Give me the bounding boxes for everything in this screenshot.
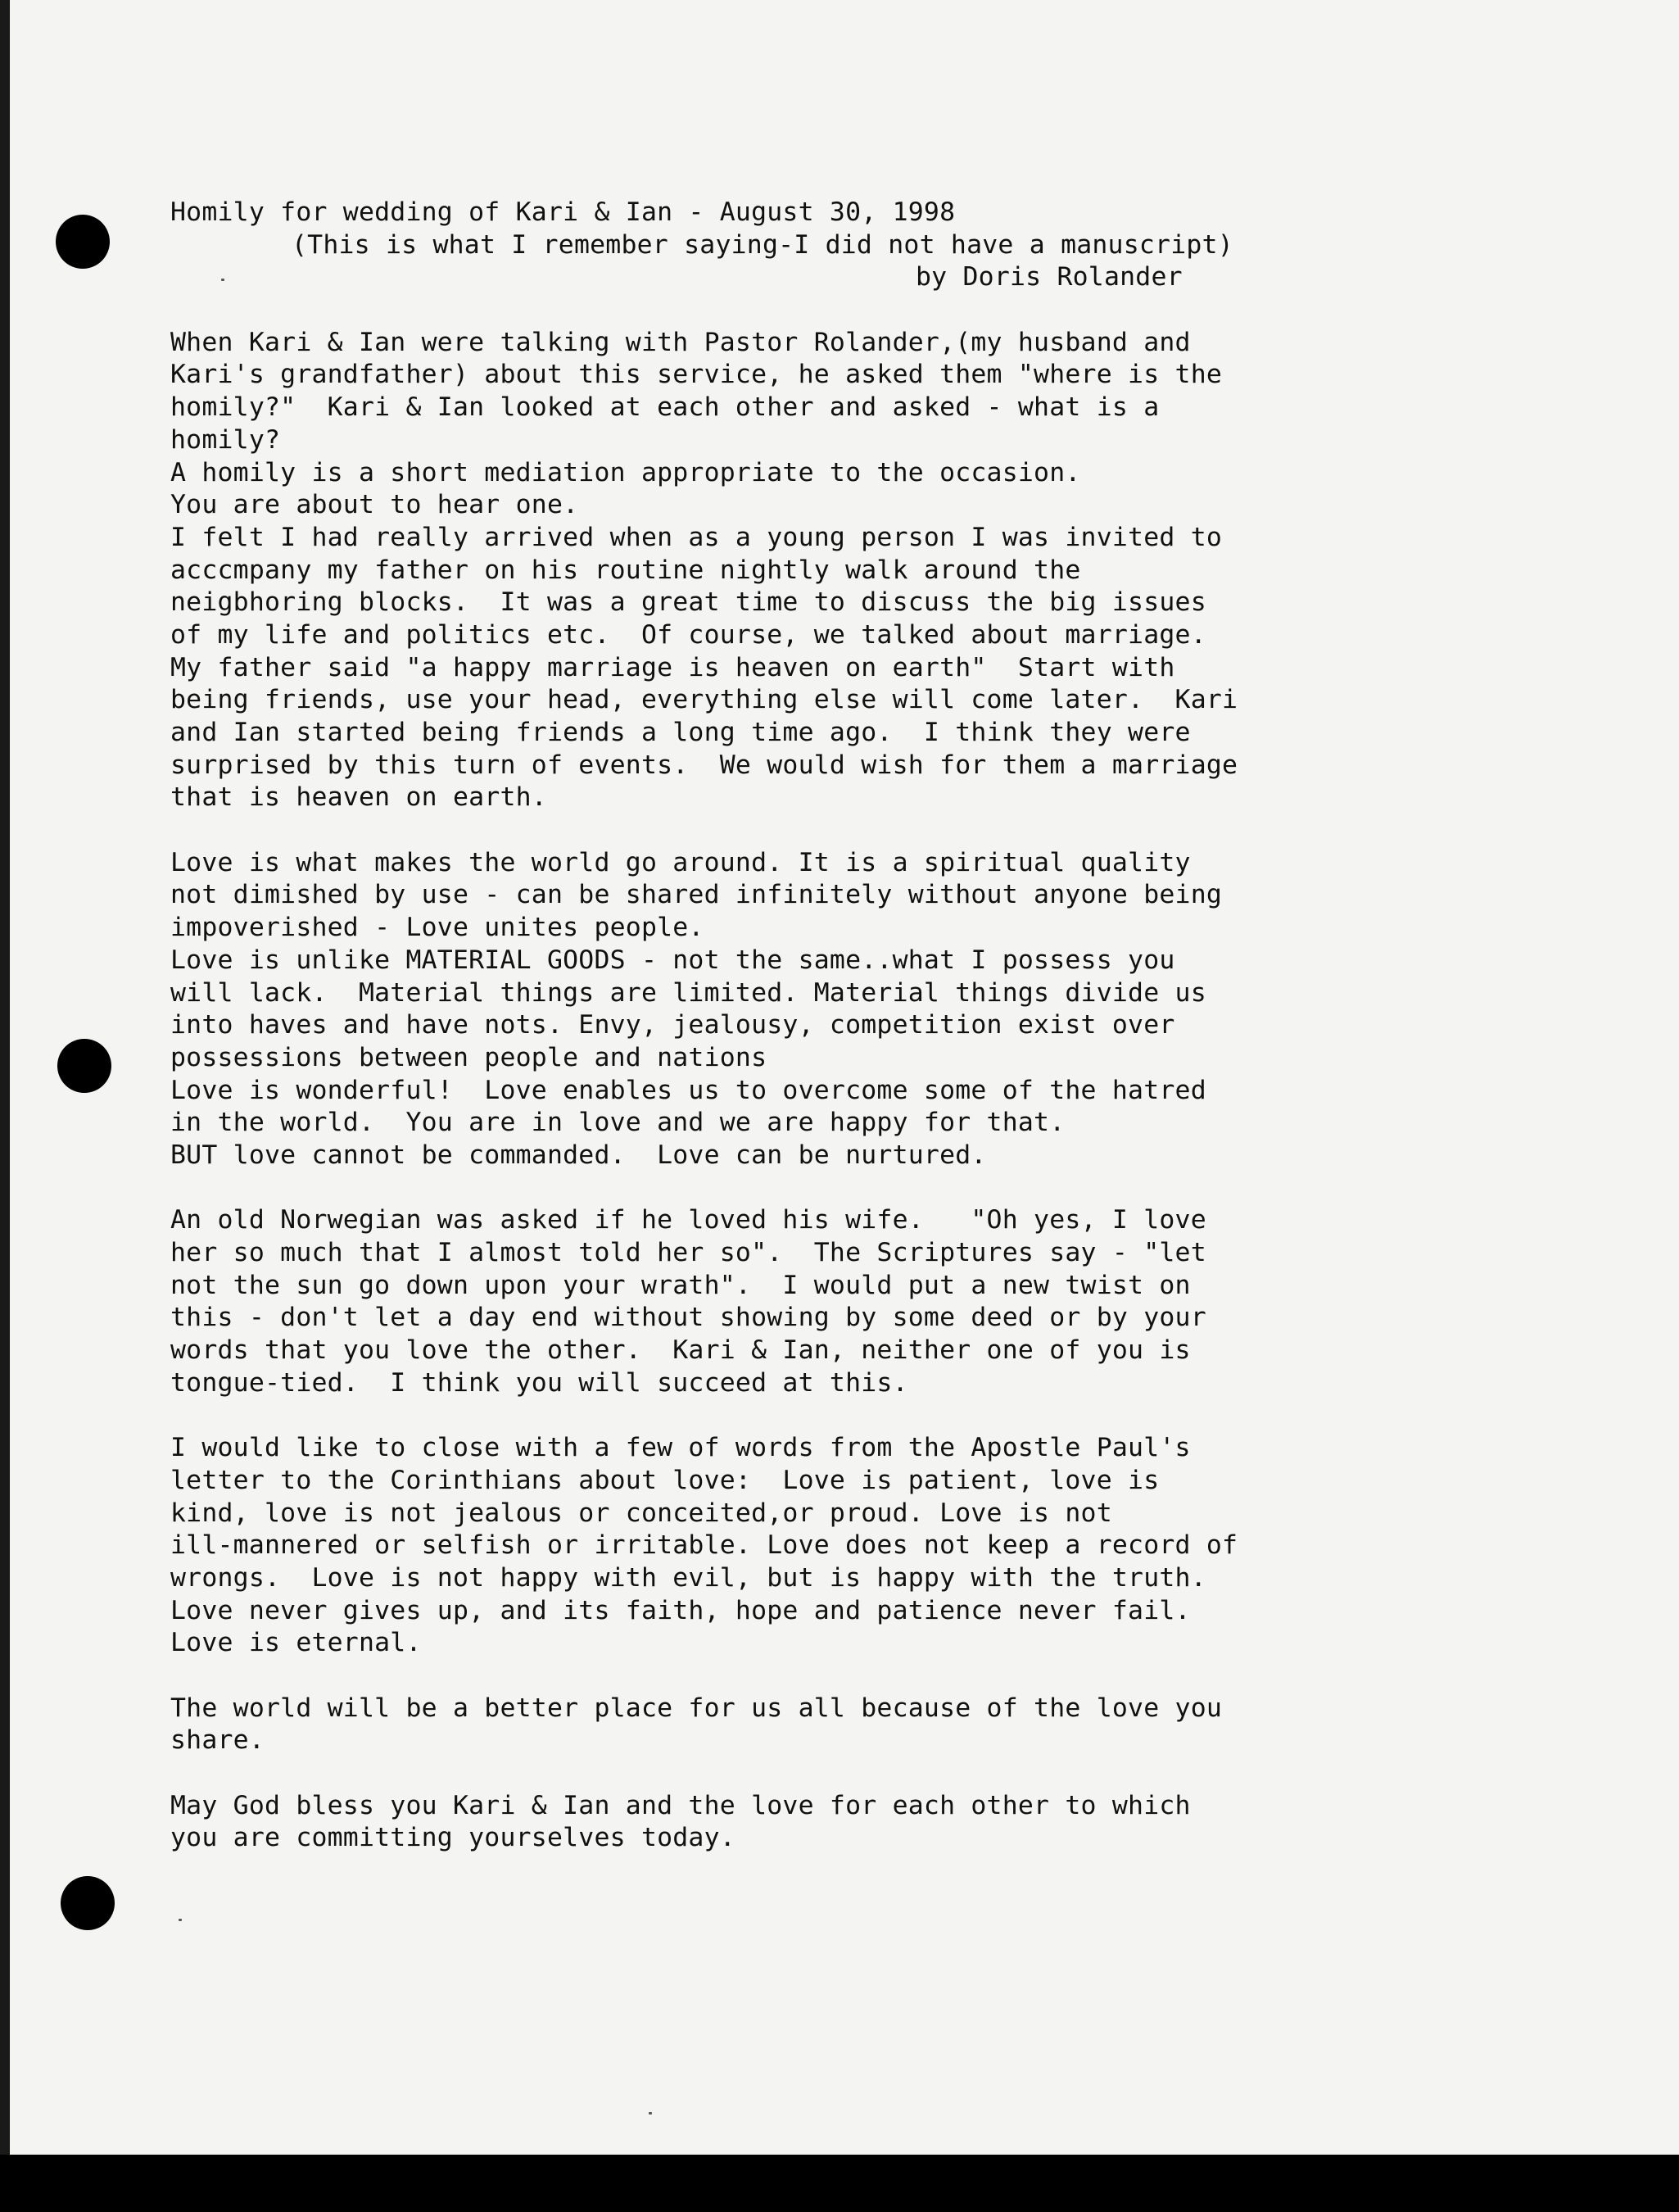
paragraph bbox=[170, 1790, 1514, 1855]
text-line: surprised by this turn of events. We would wish for them a marriage bbox=[170, 750, 1238, 780]
text-line: homily?" Kari & Ian looked at each other and asked - what is a bbox=[170, 392, 1160, 423]
paragraph bbox=[170, 1693, 1514, 1757]
text-line: words that you love the other. Kari & Ian, neither one of you is bbox=[170, 1335, 1191, 1366]
text-line: that is heaven on earth. bbox=[170, 782, 547, 813]
paragraph bbox=[170, 327, 1514, 814]
text-line: share. bbox=[170, 1725, 265, 1756]
text-line: BUT love cannot be commanded. Love can be nurtured. bbox=[170, 1140, 987, 1170]
text-line: impoverished - Love unites people. bbox=[170, 913, 704, 943]
text-line: Love is unlike MATERIAL GOODS - not the same..what I possess you bbox=[170, 945, 1175, 975]
text-line: An old Norwegian was asked if he loved his wife. "Oh yes, I love bbox=[170, 1205, 1206, 1235]
text-line: not the sun go down upon your wrath". I would put a new twist on bbox=[170, 1270, 1191, 1300]
scan-left-edge bbox=[0, 0, 10, 2155]
text-line: you are committing yourselves today. bbox=[170, 1823, 735, 1853]
text-line: and Ian started being friends a long time ago. I think they were bbox=[170, 718, 1191, 747]
scan-speck bbox=[649, 2112, 652, 2115]
scan-speck bbox=[179, 1919, 182, 1921]
text-line: not dimished by use - can be shared infinitely without anyone being bbox=[170, 880, 1223, 910]
text-line: Love never gives up, and its faith, hope and patience never fail. bbox=[170, 1595, 1191, 1625]
text-line: acccmpany my father on his routine nightly walk around the bbox=[170, 555, 1081, 585]
text-line: My father said "a happy marriage is heaven on earth" Start with bbox=[170, 652, 1175, 682]
text-line: possessions between people and nations bbox=[170, 1042, 767, 1072]
text-line: ill-mannered or selfish or irritable. Love does not keep a record of bbox=[170, 1530, 1238, 1561]
text-line: being friends, use your head, everything else will come later. Kari bbox=[170, 685, 1238, 715]
text-line: Kari's grandfather) about this service, he asked them "where is the bbox=[170, 360, 1223, 390]
homily-body bbox=[170, 327, 1514, 1855]
text-line: into haves and have nots. Envy, jealousy, competition exist over bbox=[170, 1010, 1175, 1040]
text-line: will lack. Material things are limited. Material things divide us bbox=[170, 977, 1206, 1008]
document-subtitle: (This is what I remember saying-I did not have a manuscript) bbox=[292, 229, 1233, 260]
text-line: Love is what makes the world go around. It is a spiritual quality bbox=[170, 847, 1191, 877]
text-line: A homily is a short mediation appropriate to the occasion. bbox=[170, 457, 1081, 487]
paragraph bbox=[170, 847, 1514, 1172]
text-line: When Kari & Ian were talking with Pastor Rolander,(my husband and bbox=[170, 327, 1191, 357]
text-line: Love is eternal. bbox=[170, 1628, 422, 1658]
punch-hole-top bbox=[56, 215, 110, 269]
text-line: The world will be a better place for us all because of the love you bbox=[170, 1693, 1223, 1723]
paragraph bbox=[170, 1204, 1514, 1399]
text-line: tongue-tied. I think you will succeed at this. bbox=[170, 1367, 908, 1398]
document-author: by Doris Rolander bbox=[916, 262, 1183, 292]
text-line: kind, love is not jealous or conceited,or proud. Love is not bbox=[170, 1498, 1112, 1528]
text-line: her so much that I almost told her so". The Scriptures say - "let bbox=[170, 1238, 1206, 1267]
text-line: this - don't let a day end without showing by some deed or by your bbox=[170, 1303, 1206, 1333]
scan-bottom-band bbox=[0, 2155, 1679, 2212]
text-line: I felt I had really arrived when as a young person I was invited to bbox=[170, 522, 1223, 552]
document-title: Homily for wedding of Kari & Ian - August 30, 1998 bbox=[170, 197, 956, 227]
text-line: You are about to hear one. bbox=[170, 490, 579, 520]
text-line: neigbhoring blocks. It was a great time to discuss the big issues bbox=[170, 587, 1206, 618]
punch-hole-bottom bbox=[61, 1876, 115, 1930]
text-line: of my life and politics etc. Of course, we talked about marriage. bbox=[170, 619, 1206, 650]
text-line: wrongs. Love is not happy with evil, but is happy with the truth. bbox=[170, 1562, 1206, 1593]
homily-document bbox=[170, 197, 1514, 1855]
punch-hole-middle bbox=[57, 1039, 111, 1093]
text-line: homily? bbox=[170, 424, 281, 455]
text-line: May God bless you Kari & Ian and the love for each other to which bbox=[170, 1790, 1191, 1820]
text-line: in the world. You are in love and we are happy for that. bbox=[170, 1108, 1066, 1138]
text-line: I would like to close with a few of words from the Apostle Paul's bbox=[170, 1433, 1191, 1463]
text-line: letter to the Corinthians about love: Love is patient, love is bbox=[170, 1465, 1160, 1495]
text-line: Love is wonderful! Love enables us to overcome some of the hatred bbox=[170, 1075, 1206, 1105]
paragraph bbox=[170, 1432, 1514, 1660]
